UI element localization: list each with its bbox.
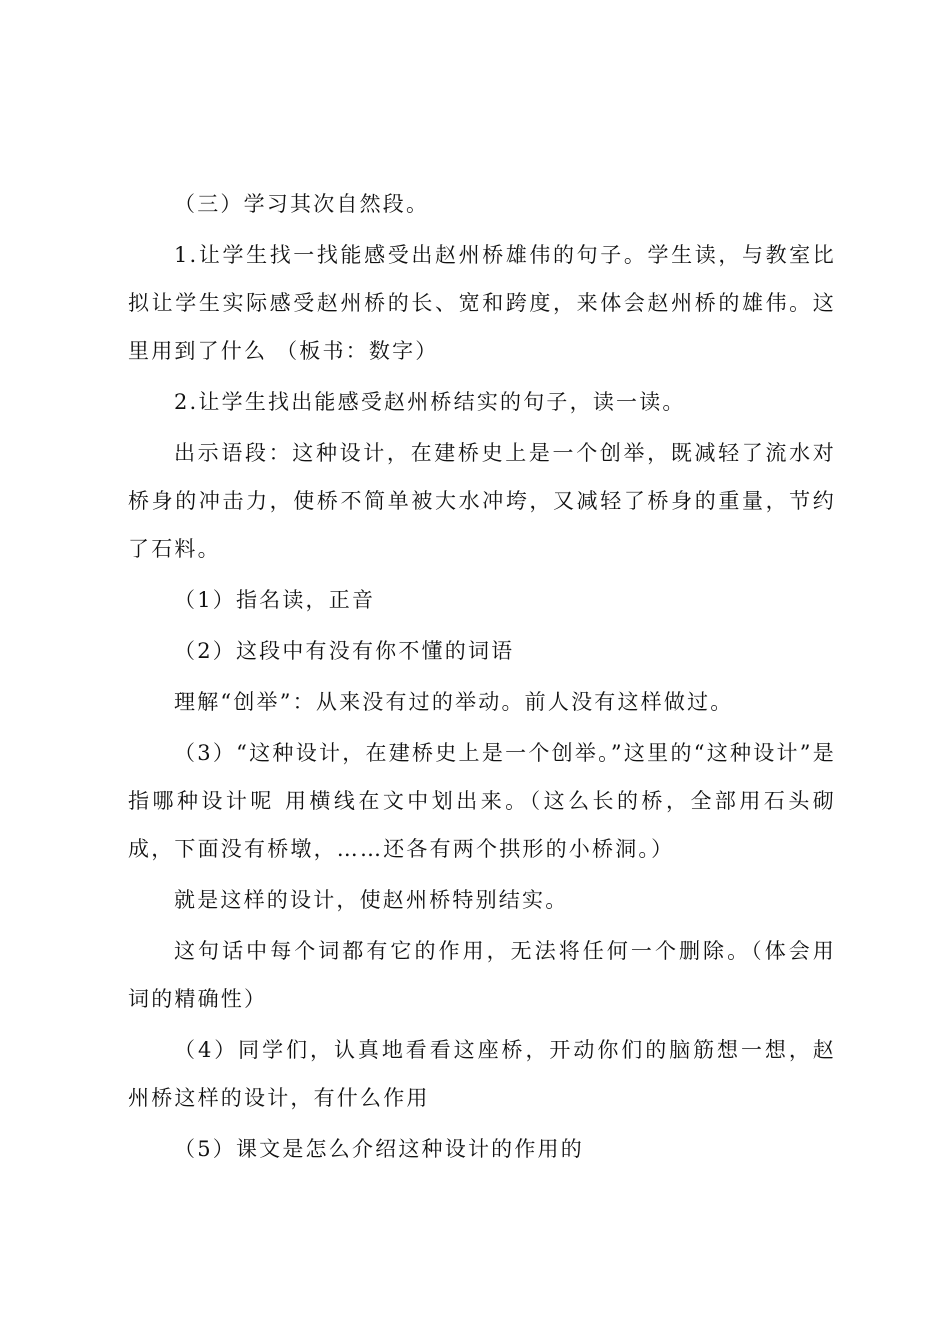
paragraph-step-1: 1.让学生找一找能感受出赵州桥雄伟的句子。学生读，与教室比拟让学生实际感受赵州桥的长、宽和跨度，来体会赵州桥的雄伟。这里用到了什么 （板书：数字） bbox=[128, 243, 836, 363]
paragraph-step-2: 2.让学生找出能感受赵州桥结实的句子，读一读。 bbox=[174, 390, 686, 414]
paragraph-word-precision: 这句话中每个词都有它的作用，无法将任何一个删除。（体会用词的精确性） bbox=[128, 939, 836, 1011]
paragraph-item-5: （5）课文是怎么介绍这种设计的作用的 bbox=[174, 1137, 584, 1161]
section-heading: （三）学习其次自然段。 bbox=[174, 192, 430, 216]
paragraph-item-1: （1）指名读，正音 bbox=[174, 588, 376, 612]
paragraph-item-4: （4）同学们，认真地看看这座桥，开动你们的脑筋想一想，赵州桥这样的设计，有什么作用 bbox=[128, 1038, 836, 1110]
paragraph-design-summary: 就是这样的设计，使赵州桥特别结实。 bbox=[174, 888, 569, 912]
paragraph-word-explanation: 理解“创举”：从来没有过的举动。前人没有这样做过。 bbox=[174, 690, 734, 714]
paragraph-quoted-passage: 出示语段：这种设计，在建桥史上是一个创举，既减轻了流水对桥身的冲击力，使桥不简单被大水冲垮，又减轻了桥身的重量，节约了石料。 bbox=[128, 441, 836, 561]
document-body bbox=[128, 180, 836, 1176]
paragraph-item-3: （3）“这种设计，在建桥史上是一个创举。”这里的“这种设计”是指哪种设计呢 用横线在文中划出来。（这么长的桥，全部用石头砌成，下面没有桥墩，……还各有两个拱形的小桥洞。） bbox=[128, 741, 836, 861]
paragraph-item-2: （2）这段中有没有你不懂的词语 bbox=[174, 639, 515, 663]
